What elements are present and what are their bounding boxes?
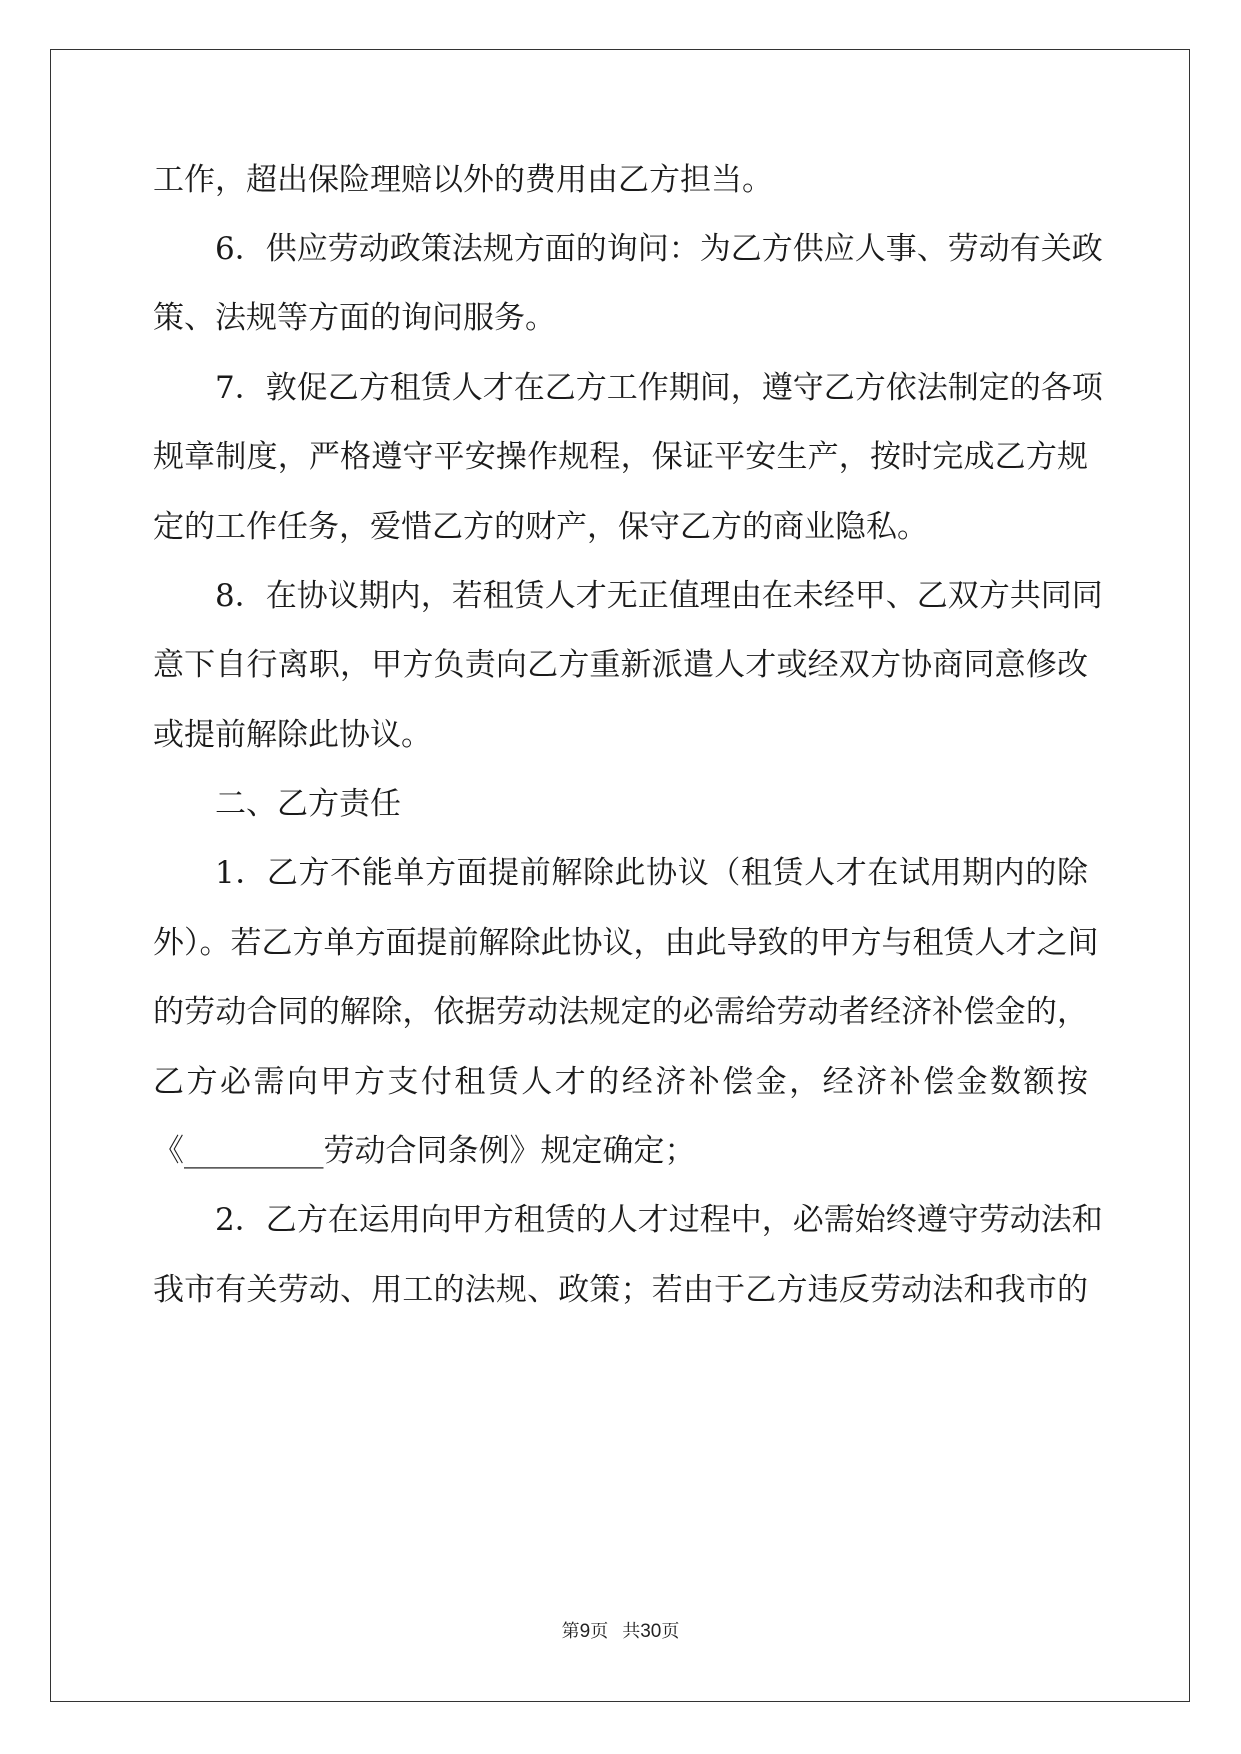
page-suffix: 页 bbox=[590, 1621, 609, 1642]
text-line: 策、法规等方面的询问服务。 bbox=[153, 300, 556, 336]
text-line: 规章制度，严格遵守平安操作规程，保证平安生产，按时完成乙方规 bbox=[153, 439, 1088, 475]
paragraph-line: 6．供应劳动政策法规方面的询问：为乙方供应人事、劳动有关政 bbox=[215, 231, 1103, 267]
text-line: 或提前解除此协议。 bbox=[153, 717, 432, 753]
paragraph-line: 1．乙方不能单方面提前解除此协议（租赁人才在试用期内的除 bbox=[215, 855, 1088, 891]
section-heading: 二、乙方责任 bbox=[215, 786, 401, 822]
text-line: 工作，超出保险理赔以外的费用由乙方担当。 bbox=[153, 162, 773, 198]
paragraph-line: 8．在协议期内，若租赁人才无正值理由在未经甲、乙双方共同同 bbox=[215, 578, 1103, 614]
paragraph-line: 7．敦促乙方租赁人才在乙方工作期间，遵守乙方依法制定的各项 bbox=[215, 370, 1103, 406]
page-number: 9 bbox=[579, 1621, 591, 1642]
paragraph-line: 2．乙方在运用向甲方租赁的人才过程中，必需始终遵守劳动法和 bbox=[215, 1202, 1103, 1238]
total-suffix: 页 bbox=[661, 1621, 680, 1642]
text-line: 定的工作任务，爱惜乙方的财产，保守乙方的商业隐私。 bbox=[153, 509, 928, 545]
text-line: 我市有关劳动、用工的法规、政策；若由于乙方违反劳动法和我市的 bbox=[153, 1272, 1088, 1308]
text-line: 乙方必需向甲方支付租赁人才的经济补偿金，经济补偿金数额按 bbox=[153, 1064, 1088, 1100]
text-line: 《_________劳动合同条例》规定确定； bbox=[153, 1133, 696, 1169]
text-line: 外）。若乙方单方面提前解除此协议，由此导致的甲方与租赁人才之间 bbox=[153, 925, 1099, 961]
text-line: 的劳动合同的解除，依据劳动法规定的必需给劳动者经济补偿金的， bbox=[153, 994, 1088, 1030]
total-prefix: 共 bbox=[622, 1621, 641, 1642]
text-line: 意下自行离职，甲方负责向乙方重新派遣人才或经双方协商同意修改 bbox=[153, 647, 1088, 683]
page-footer bbox=[0, 1620, 1241, 1644]
total-pages: 30 bbox=[640, 1621, 662, 1642]
page-prefix: 第 bbox=[561, 1621, 580, 1642]
